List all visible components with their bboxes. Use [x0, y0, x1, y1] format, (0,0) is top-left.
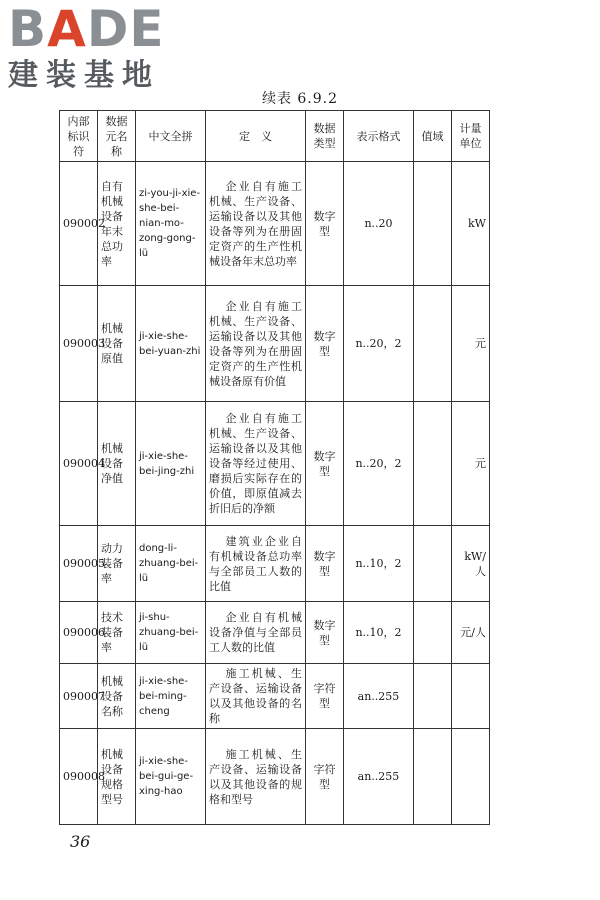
cell-name: 动力装备率: [98, 526, 136, 602]
header-format: 表示格式: [344, 111, 414, 162]
cell-name: 机械设备净值: [98, 402, 136, 526]
cell-domain: [414, 526, 452, 602]
header-unit: 计量单位: [452, 111, 490, 162]
table-row: [60, 286, 490, 402]
cell-domain: [414, 402, 452, 526]
cell-unit: 元: [452, 286, 490, 402]
header-domain: 值域: [414, 111, 452, 162]
table-caption: 续表 6.9.2: [261, 91, 339, 107]
cell-pinyin: ji-xie-she-bei-ming-cheng: [136, 664, 206, 729]
cell-unit: [452, 664, 490, 729]
table-row: [60, 602, 490, 664]
cell-definition: 企业自有施工机械、生产设备、运输设备以及其他设备等经过使用、磨损后实际存在的价值，即原值减去折旧后的净额: [206, 402, 306, 526]
cell-format: n..10，2: [344, 526, 414, 602]
cell-type: 数字型: [306, 602, 344, 664]
bade-logo: [8, 0, 183, 96]
header-data-type: 数据类型: [306, 111, 344, 162]
table-row: [60, 402, 490, 526]
logo-chinese-text: 建装基地: [8, 58, 160, 93]
cell-definition: 企业自有施工机械、生产设备、运输设备以及其他设备等列为在册固定资产的生产性机械设备年末总功率: [206, 162, 306, 286]
cell-name: 机械设备规格型号: [98, 729, 136, 825]
logo-wordmark: BADE: [8, 0, 165, 58]
cell-code: 090006: [60, 602, 98, 664]
cell-definition: 企业自有机械设备净值与全部员工人数的比值: [206, 602, 306, 664]
page-number: 36: [70, 832, 91, 851]
cell-pinyin: ji-xie-she-bei-gui-ge-xing-hao: [136, 729, 206, 825]
cell-type: 数字型: [306, 526, 344, 602]
cell-format: n..20: [344, 162, 414, 286]
cell-type: 字符型: [306, 729, 344, 825]
data-element-table: [59, 110, 490, 825]
cell-format: n..20，2: [344, 402, 414, 526]
cell-code: 090002: [60, 162, 98, 286]
cell-type: 数字型: [306, 286, 344, 402]
cell-definition: 施工机械、生产设备、运输设备以及其他设备的规格和型号: [206, 729, 306, 825]
table-header: [60, 111, 490, 162]
cell-unit: kW/人: [452, 526, 490, 602]
cell-code: 090004: [60, 402, 98, 526]
cell-definition: 企业自有施工机械、生产设备、运输设备以及其他设备等列为在册固定资产的生产性机械设备原有价值: [206, 286, 306, 402]
cell-format: n..20，2: [344, 286, 414, 402]
header-definition: 定 义: [206, 111, 306, 162]
cell-definition: 建筑业企业自有机械设备总功率与全部员工人数的比值: [206, 526, 306, 602]
cell-pinyin: ji-xie-she-bei-yuan-zhi: [136, 286, 206, 402]
cell-pinyin: zi-you-ji-xie-she-bei-nian-mo-zong-gong-lü: [136, 162, 206, 286]
header-pinyin: 中文全拼: [136, 111, 206, 162]
cell-unit: 元: [452, 402, 490, 526]
cell-domain: [414, 664, 452, 729]
cell-type: 字符型: [306, 664, 344, 729]
table-row: [60, 729, 490, 825]
cell-name: 自有机械设备年末总功率: [98, 162, 136, 286]
table-row: [60, 526, 490, 602]
cell-pinyin: ji-xie-she-bei-jing-zhi: [136, 402, 206, 526]
header-identifier: 内部标识符: [60, 111, 98, 162]
table-row: [60, 664, 490, 729]
cell-pinyin: ji-shu-zhuang-bei-lü: [136, 602, 206, 664]
cell-unit: 元/人: [452, 602, 490, 664]
cell-code: 090007: [60, 664, 98, 729]
cell-type: 数字型: [306, 402, 344, 526]
cell-domain: [414, 162, 452, 286]
cell-name: 机械设备原值: [98, 286, 136, 402]
table-row: [60, 162, 490, 286]
cell-domain: [414, 602, 452, 664]
cell-pinyin: dong-li-zhuang-bei-lü: [136, 526, 206, 602]
cell-unit: kW: [452, 162, 490, 286]
cell-format: an..255: [344, 729, 414, 825]
cell-name: 技术装备率: [98, 602, 136, 664]
cell-domain: [414, 286, 452, 402]
cell-unit: [452, 729, 490, 825]
cell-format: an..255: [344, 664, 414, 729]
cell-domain: [414, 729, 452, 825]
cell-format: n..10，2: [344, 602, 414, 664]
cell-code: 090003: [60, 286, 98, 402]
cell-code: 090008: [60, 729, 98, 825]
cell-definition: 施工机械、生产设备、运输设备以及其他设备的名称: [206, 664, 306, 729]
cell-type: 数字型: [306, 162, 344, 286]
cell-name: 机械设备名称: [98, 664, 136, 729]
cell-code: 090005: [60, 526, 98, 602]
header-element-name: 数据元名称: [98, 111, 136, 162]
